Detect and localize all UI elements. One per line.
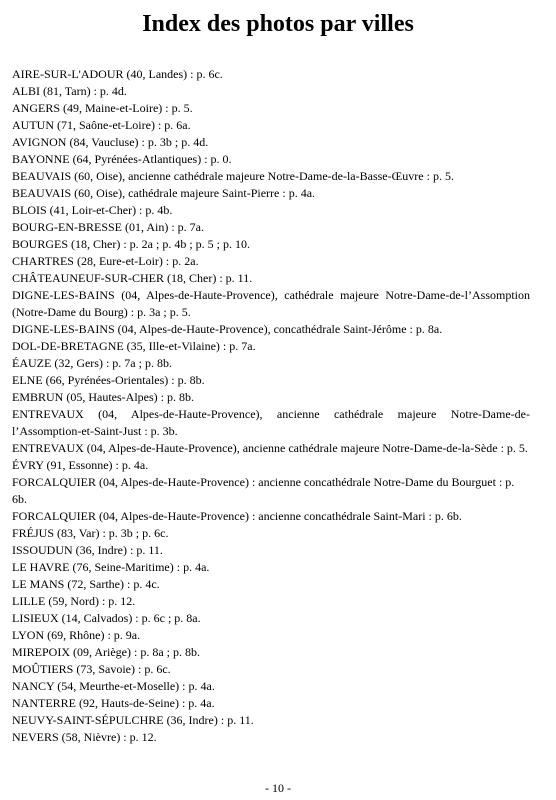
index-entry: LE HAVRE (76, Seine-Maritime) : p. 4a.: [12, 560, 210, 574]
index-entry: NANCY (54, Meurthe-et-Moselle) : p. 4a.: [12, 679, 215, 693]
index-entry: ENTREVAUX (04, Alpes-de-Haute-Provence), ancienne cathédrale majeure Notre-Dame-de-l’Assomption-et-Saint-Just : p. 3b.: [12, 407, 530, 438]
index-entry: DIGNE-LES-BAINS (04, Alpes-de-Haute-Provence), concathédrale Saint-Jérôme : p. 8a.: [12, 322, 443, 336]
page-title: Index des photos par villes: [142, 11, 414, 37]
index-entry: FORCALQUIER (04, Alpes-de-Haute-Provence) : ancienne concathédrale Notre-Dame du Bourguet : p. 6b.: [12, 475, 515, 506]
page-number: - 10 -: [265, 781, 291, 795]
index-entry: ÉAUZE (32, Gers) : p. 7a ; p. 8b.: [12, 356, 172, 370]
index-entry: DOL-DE-BRETAGNE (35, Ille-et-Vilaine) : p. 7a.: [12, 339, 256, 353]
index-entry: BOURG-EN-BRESSE (01, Ain) : p. 7a.: [12, 220, 204, 234]
index-entry: DIGNE-LES-BAINS (04, Alpes-de-Haute-Provence), cathédrale majeure Notre-Dame-de-l’Assomption (Notre-Dame du Bourg) : p. 3a ; p. 5.: [12, 288, 530, 319]
index-entry: ELNE (66, Pyrénées-Orientales) : p. 8b.: [12, 373, 205, 387]
index-list: [12, 66, 530, 746]
index-entry: LILLE (59, Nord) : p. 12.: [12, 594, 136, 608]
index-entry: AIRE-SUR-L'ADOUR (40, Landes) : p. 6c.: [12, 67, 223, 81]
index-entry: ANGERS (49, Maine-et-Loire) : p. 5.: [12, 101, 193, 115]
index-entry: CHARTRES (28, Eure-et-Loir) : p. 2a.: [12, 254, 199, 268]
index-entry: ALBI (81, Tarn) : p. 4d.: [12, 84, 127, 98]
index-entry: BOURGES (18, Cher) : p. 2a ; p. 4b ; p. 5 ; p. 10.: [12, 237, 250, 251]
index-entry: LYON (69, Rhône) : p. 9a.: [12, 628, 141, 642]
index-entry: NEUVY-SAINT-SÉPULCHRE (36, Indre) : p. 11.: [12, 713, 254, 727]
index-entry: ISSOUDUN (36, Indre) : p. 11.: [12, 543, 163, 557]
index-entry: BLOIS (41, Loir-et-Cher) : p. 4b.: [12, 203, 173, 217]
index-entry: ENTREVAUX (04, Alpes-de-Haute-Provence), ancienne cathédrale majeure Notre-Dame-de-la-Sède : p. 5.: [12, 441, 528, 455]
index-entry: FORCALQUIER (04, Alpes-de-Haute-Provence) : ancienne concathédrale Saint-Mari : p. 6b.: [12, 509, 462, 523]
index-entry: EMBRUN (05, Hautes-Alpes) : p. 8b.: [12, 390, 194, 404]
index-entry: LISIEUX (14, Calvados) : p. 6c ; p. 8a.: [12, 611, 201, 625]
index-entry: BEAUVAIS (60, Oise), cathédrale majeure Saint-Pierre : p. 4a.: [12, 186, 316, 200]
index-entry: CHÂTEAUNEUF-SUR-CHER (18, Cher) : p. 11.: [12, 271, 253, 285]
index-entry: FRÉJUS (83, Var) : p. 3b ; p. 6c.: [12, 526, 169, 540]
index-entry: AVIGNON (84, Vaucluse) : p. 3b ; p. 4d.: [12, 135, 209, 149]
index-entry: MOÛTIERS (73, Savoie) : p. 6c.: [12, 662, 171, 676]
index-entry: LE MANS (72, Sarthe) : p. 4c.: [12, 577, 160, 591]
index-entry: BEAUVAIS (60, Oise), ancienne cathédrale majeure Notre-Dame-de-la-Basse-Œuvre : p. 5.: [12, 169, 454, 183]
index-entry: AUTUN (71, Saône-et-Loire) : p. 6a.: [12, 118, 191, 132]
index-entry: MIREPOIX (09, Ariège) : p. 8a ; p. 8b.: [12, 645, 200, 659]
index-entry: BAYONNE (64, Pyrénées-Atlantiques) : p. 0.: [12, 152, 232, 166]
index-entry: NANTERRE (92, Hauts-de-Seine) : p. 4a.: [12, 696, 215, 710]
index-entry: ÉVRY (91, Essonne) : p. 4a.: [12, 458, 149, 472]
index-entry: NEVERS (58, Nièvre) : p. 12.: [12, 730, 157, 744]
